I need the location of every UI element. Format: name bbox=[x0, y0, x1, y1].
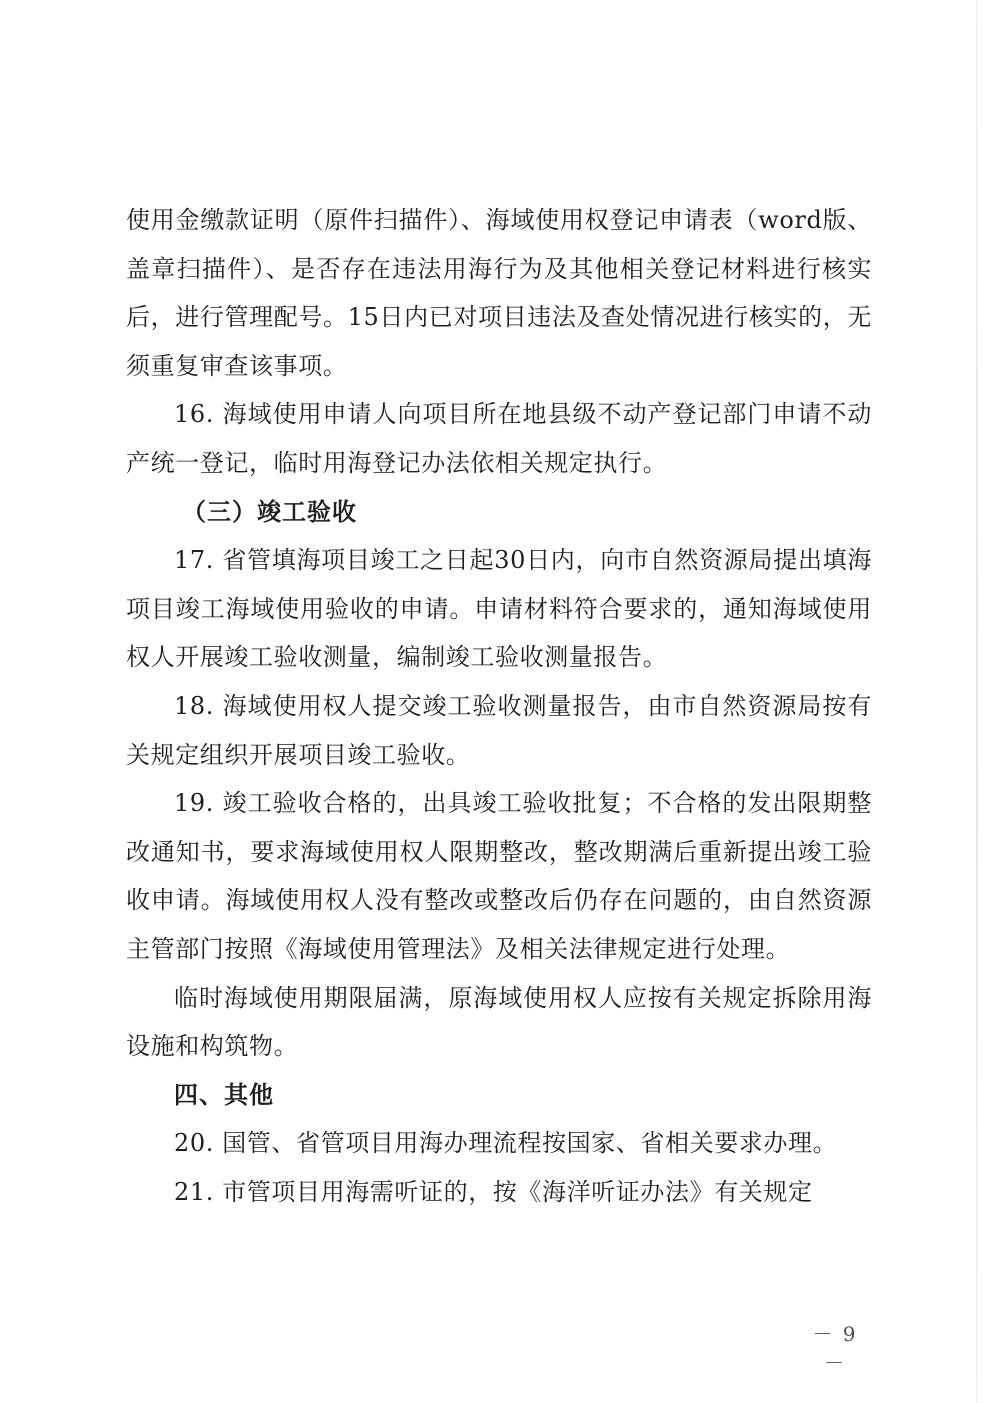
paragraph-registration-materials: 使用金缴款证明（原件扫描件）、海域使用权登记申请表（word版、盖章扫描件）、是否存在违法用海行为及其他相关登记材料进行核实后，进行管理配号。15日内已对项目违法及查处情况进行核实的，无须重复审查该事项。 bbox=[126, 206, 872, 380]
section-heading-others: 四、其他 bbox=[174, 1079, 274, 1109]
page-number: － 9 － bbox=[812, 1322, 858, 1375]
paragraph-item-16: 16. 海域使用申请人向项目所在地县级不动产登记部门申请不动产统一登记，临时用海登记办法依相关规定执行。 bbox=[126, 400, 872, 477]
paragraph-item-21: 21. 市管项目用海需听证的，按《海洋听证办法》有关规定 bbox=[174, 1177, 813, 1206]
paragraph-item-18: 18. 海域使用权人提交竣工验收测量报告，由市自然资源局按有关规定组织开展项目竣工验收。 bbox=[126, 691, 872, 769]
paragraph-temporary-use-expiry: 临时海域使用期限届满，原海域使用权人应按有关规定拆除用海设施和构筑物。 bbox=[126, 983, 872, 1061]
subheading-completion-acceptance: （三）竣工验收 bbox=[182, 496, 357, 526]
paragraph-item-20: 20. 国管、省管项目用海办理流程按国家、省相关要求办理。 bbox=[174, 1129, 838, 1158]
scan-edge-divider bbox=[976, 0, 978, 1403]
paragraph-item-19: 19. 竣工验收合格的，出具竣工验收批复；不合格的发出限期整改通知书，要求海域使用权人限期整改，整改期满后重新提出竣工验收申请。海域使用权人没有整改或整改后仍存在问题的，由自然资源主管部门按照《海域使用管理法》及相关法律规定进行处理。 bbox=[126, 789, 872, 963]
document-body bbox=[126, 196, 872, 1216]
paragraph-item-17: 17. 省管填海项目竣工之日起30日内，向市自然资源局提出填海项目竣工海域使用验收的申请。申请材料符合要求的，通知海域使用权人开展竣工验收测量，编制竣工验收测量报告。 bbox=[126, 546, 872, 672]
